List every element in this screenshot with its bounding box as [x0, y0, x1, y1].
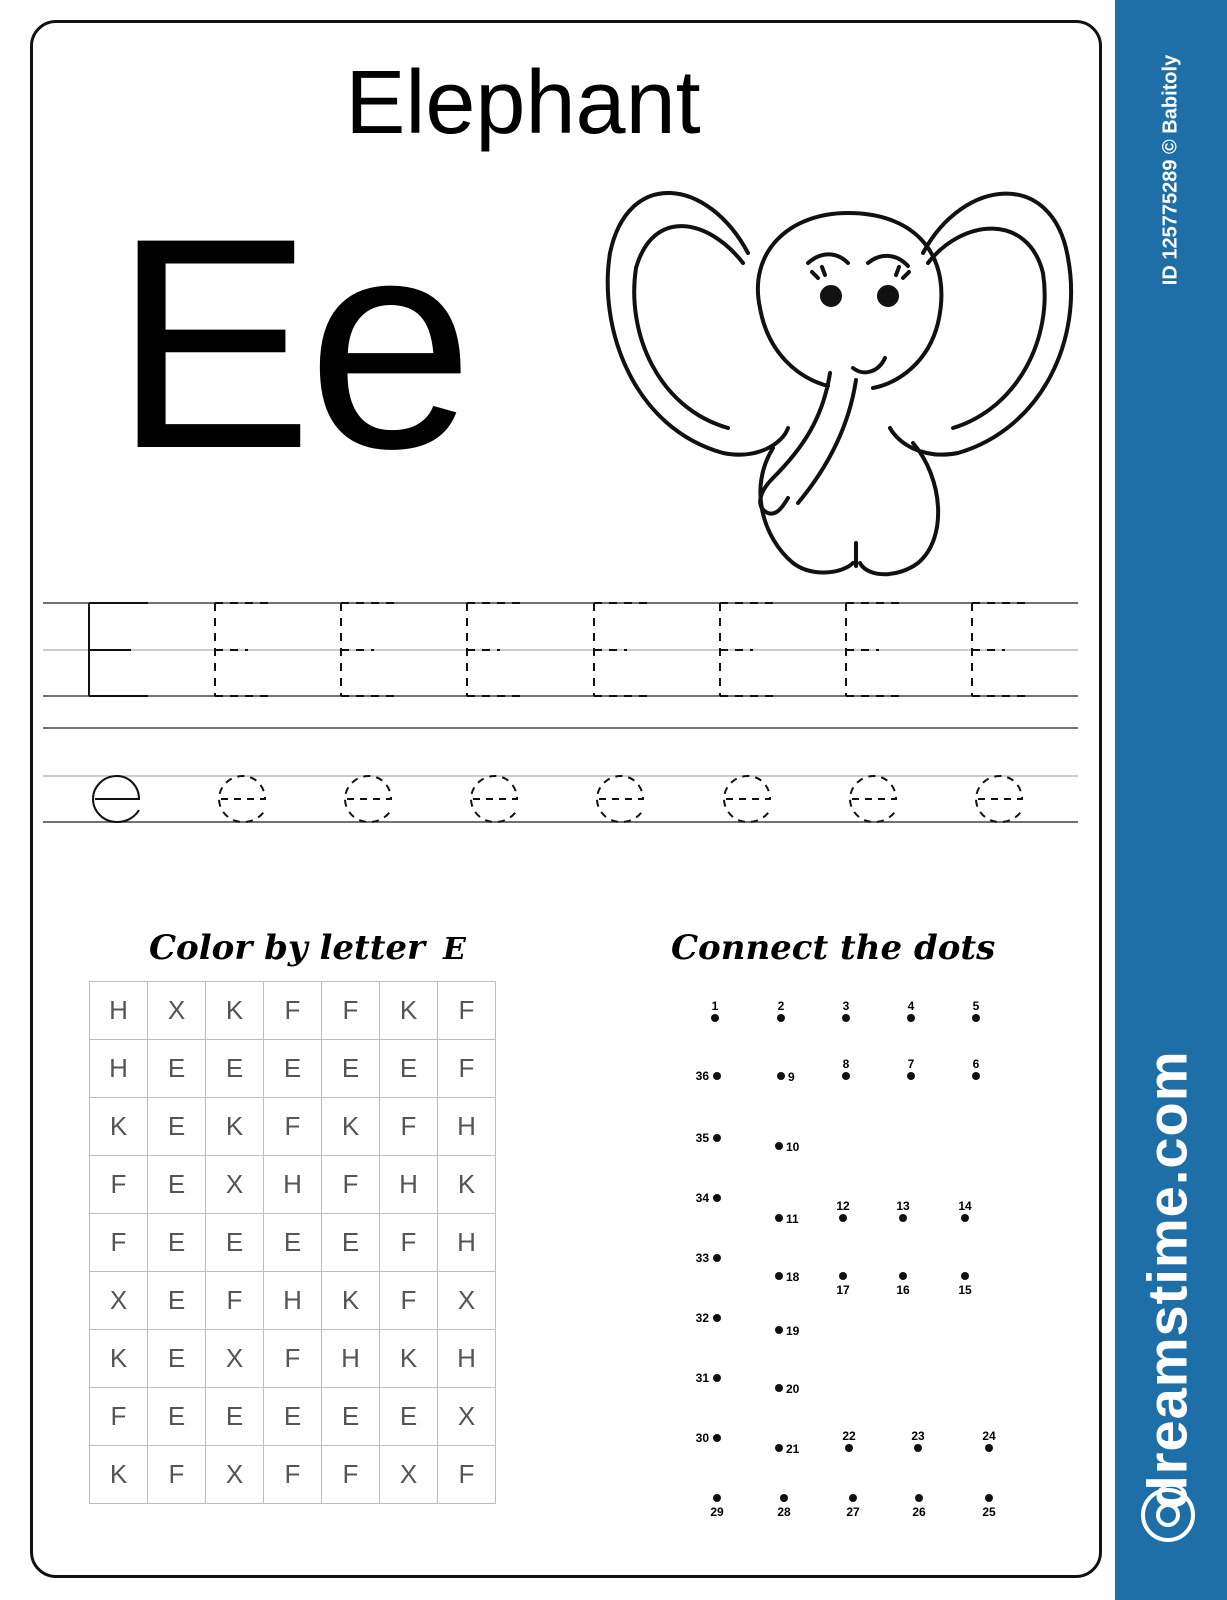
- dot-label: 22: [842, 1429, 856, 1443]
- dot-label: 11: [786, 1212, 799, 1226]
- grid-cell[interactable]: F: [206, 1272, 264, 1330]
- grid-cell[interactable]: F: [264, 1330, 322, 1388]
- grid-cell[interactable]: E: [380, 1388, 438, 1446]
- dot-point[interactable]: [713, 1072, 721, 1080]
- dot-point[interactable]: [915, 1494, 923, 1502]
- grid-cell[interactable]: K: [90, 1446, 148, 1504]
- dot-label: 3: [842, 999, 850, 1013]
- dot-point[interactable]: [775, 1326, 783, 1334]
- grid-cell[interactable]: F: [438, 982, 496, 1040]
- dot-label: 20: [786, 1382, 800, 1396]
- dot-point[interactable]: [777, 1014, 785, 1022]
- dot-point[interactable]: [713, 1254, 721, 1262]
- grid-cell[interactable]: E: [322, 1214, 380, 1272]
- grid-cell[interactable]: K: [380, 982, 438, 1040]
- grid-cell[interactable]: H: [438, 1098, 496, 1156]
- grid-row: [90, 1272, 496, 1330]
- trace-lowercase-example: [93, 776, 139, 822]
- dot-point[interactable]: [961, 1214, 969, 1222]
- right-eye: [879, 287, 897, 305]
- grid-cell[interactable]: E: [148, 1214, 206, 1272]
- grid-cell[interactable]: K: [90, 1330, 148, 1388]
- grid-cell[interactable]: K: [380, 1330, 438, 1388]
- grid-cell[interactable]: H: [438, 1330, 496, 1388]
- grid-cell[interactable]: K: [206, 1098, 264, 1156]
- dot-point[interactable]: [985, 1494, 993, 1502]
- grid-cell[interactable]: H: [380, 1156, 438, 1214]
- grid-cell[interactable]: X: [90, 1272, 148, 1330]
- grid-row: [90, 1446, 496, 1504]
- connect-the-dots-title: Connect the dots: [671, 928, 996, 968]
- dot-point[interactable]: [775, 1444, 783, 1452]
- dot-label: 1: [711, 999, 719, 1013]
- dot-point[interactable]: [961, 1272, 969, 1280]
- dot-label: 31: [695, 1371, 709, 1385]
- grid-cell[interactable]: F: [438, 1446, 496, 1504]
- grid-cell[interactable]: F: [322, 1446, 380, 1504]
- grid-cell[interactable]: H: [90, 1040, 148, 1098]
- grid-row: [90, 1156, 496, 1214]
- grid-cell[interactable]: E: [264, 1040, 322, 1098]
- dot-label: 7: [907, 1057, 915, 1071]
- dot-label: 26: [912, 1505, 926, 1519]
- dot-point[interactable]: [713, 1314, 721, 1322]
- dot-point[interactable]: [711, 1014, 719, 1022]
- dot-point[interactable]: [775, 1384, 783, 1392]
- grid-cell[interactable]: H: [90, 982, 148, 1040]
- dot-label: 12: [836, 1199, 850, 1213]
- grid-cell[interactable]: F: [322, 1156, 380, 1214]
- grid-cell[interactable]: F: [90, 1214, 148, 1272]
- dot-point[interactable]: [780, 1494, 788, 1502]
- dot-point[interactable]: [713, 1494, 721, 1502]
- dot-label: 27: [846, 1505, 860, 1519]
- dot-point[interactable]: [972, 1014, 980, 1022]
- grid-cell[interactable]: F: [148, 1446, 206, 1504]
- grid-cell[interactable]: F: [380, 1214, 438, 1272]
- grid-cell[interactable]: X: [438, 1388, 496, 1446]
- dot-label: 13: [896, 1199, 910, 1213]
- left-eye: [822, 287, 840, 305]
- dot-point[interactable]: [713, 1194, 721, 1202]
- dot-label: 10: [786, 1140, 800, 1154]
- grid-cell[interactable]: E: [148, 1330, 206, 1388]
- dot-point[interactable]: [777, 1072, 785, 1080]
- dot-label: 29: [710, 1505, 724, 1519]
- grid-cell[interactable]: X: [206, 1156, 264, 1214]
- dot-label: 32: [695, 1311, 709, 1325]
- grid-cell[interactable]: E: [148, 1040, 206, 1098]
- grid-cell[interactable]: E: [148, 1272, 206, 1330]
- dot-point[interactable]: [899, 1214, 907, 1222]
- worksheet-title: Elephant: [345, 53, 701, 153]
- worksheet-frame: [30, 20, 1102, 1578]
- body: [760, 448, 853, 572]
- dot-label: 17: [836, 1283, 850, 1297]
- grid-cell[interactable]: E: [264, 1388, 322, 1446]
- dot-label: 9: [788, 1070, 795, 1084]
- dot-label: 25: [982, 1505, 996, 1519]
- grid-cell[interactable]: E: [322, 1040, 380, 1098]
- dot-label: 30: [695, 1431, 709, 1445]
- trunk: [760, 373, 830, 514]
- grid-cell[interactable]: F: [90, 1388, 148, 1446]
- grid-cell[interactable]: F: [322, 982, 380, 1040]
- target-letter: E: [442, 932, 466, 967]
- dot-label: 33: [695, 1251, 709, 1265]
- dot-point[interactable]: [849, 1494, 857, 1502]
- grid-cell[interactable]: F: [438, 1040, 496, 1098]
- dot-point[interactable]: [713, 1434, 721, 1442]
- grid-cell[interactable]: E: [148, 1156, 206, 1214]
- grid-cell[interactable]: E: [206, 1214, 264, 1272]
- grid-cell[interactable]: H: [264, 1272, 322, 1330]
- grid-row: [90, 1388, 496, 1446]
- grid-cell[interactable]: K: [322, 1098, 380, 1156]
- color-by-letter-title: [149, 928, 466, 968]
- grid-cell[interactable]: X: [380, 1446, 438, 1504]
- dot-label: 23: [911, 1429, 925, 1443]
- grid-cell[interactable]: X: [148, 982, 206, 1040]
- trace-lowercase-dashed: [219, 776, 1022, 822]
- tracing-lines: [43, 598, 1083, 828]
- dot-point[interactable]: [842, 1014, 850, 1022]
- grid-row: [90, 1098, 496, 1156]
- dot-point[interactable]: [713, 1374, 721, 1382]
- dot-point[interactable]: [972, 1072, 980, 1080]
- grid-cell[interactable]: E: [380, 1040, 438, 1098]
- grid-cell[interactable]: E: [264, 1214, 322, 1272]
- dot-label: 8: [842, 1057, 850, 1071]
- grid-row: [90, 1330, 496, 1388]
- dot-point[interactable]: [845, 1444, 853, 1452]
- dot-point[interactable]: [907, 1072, 915, 1080]
- dot-label: 16: [896, 1283, 910, 1297]
- dot-point[interactable]: [985, 1444, 993, 1452]
- dot-point[interactable]: [775, 1214, 783, 1222]
- dot-label: 34: [695, 1191, 709, 1205]
- grid-cell[interactable]: F: [264, 982, 322, 1040]
- dot-point[interactable]: [914, 1444, 922, 1452]
- dot-label: 5: [972, 999, 980, 1013]
- stock-sidebar: [1115, 0, 1227, 1600]
- dot-label: 36: [695, 1069, 709, 1083]
- dot-label: 28: [777, 1505, 791, 1519]
- grid-cell[interactable]: F: [264, 1098, 322, 1156]
- dot-point[interactable]: [907, 1014, 915, 1022]
- grid-cell[interactable]: K: [322, 1272, 380, 1330]
- grid-row: [90, 1214, 496, 1272]
- grid-cell[interactable]: K: [438, 1156, 496, 1214]
- dot-point[interactable]: [899, 1272, 907, 1280]
- connect-the-dots-puzzle: [653, 978, 1073, 1538]
- grid-cell[interactable]: E: [148, 1388, 206, 1446]
- grid-row: [90, 982, 496, 1040]
- color-by-letter-label: Color by letter: [149, 928, 425, 968]
- dot-point[interactable]: [775, 1272, 783, 1280]
- grid-cell[interactable]: K: [206, 982, 264, 1040]
- grid-cell[interactable]: F: [264, 1446, 322, 1504]
- grid-cell[interactable]: X: [206, 1446, 264, 1504]
- brand-watermark: dreamstime.com: [1135, 1050, 1199, 1510]
- dot-label: 15: [958, 1283, 972, 1297]
- grid-cell[interactable]: H: [322, 1330, 380, 1388]
- grid-cell[interactable]: F: [380, 1272, 438, 1330]
- grid-cell[interactable]: E: [148, 1098, 206, 1156]
- dot-point[interactable]: [839, 1214, 847, 1222]
- grid-cell[interactable]: X: [438, 1272, 496, 1330]
- dot-label: 24: [982, 1429, 996, 1443]
- grid-cell[interactable]: E: [206, 1040, 264, 1098]
- grid-cell[interactable]: F: [90, 1156, 148, 1214]
- letter-grid: [89, 981, 496, 1504]
- grid-cell[interactable]: E: [206, 1388, 264, 1446]
- elephant-illustration: [598, 158, 1098, 588]
- dot-label: 2: [777, 999, 785, 1013]
- dot-point[interactable]: [713, 1134, 721, 1142]
- grid-cell[interactable]: E: [322, 1388, 380, 1446]
- dot-label: 19: [786, 1324, 800, 1338]
- grid-cell[interactable]: H: [264, 1156, 322, 1214]
- dot-label: 6: [972, 1057, 980, 1071]
- dot-label: 35: [695, 1131, 709, 1145]
- dot-point[interactable]: [842, 1072, 850, 1080]
- brand-logo-icon: [1141, 1488, 1195, 1542]
- grid-cell[interactable]: X: [206, 1330, 264, 1388]
- grid-row: [90, 1040, 496, 1098]
- dot-point[interactable]: [839, 1272, 847, 1280]
- image-id-label: ID 125775289 © Babitoly: [1159, 54, 1182, 286]
- dot-point[interactable]: [775, 1142, 783, 1150]
- grid-cell[interactable]: K: [90, 1098, 148, 1156]
- dot-label: 4: [907, 999, 915, 1013]
- grid-cell[interactable]: F: [380, 1098, 438, 1156]
- grid-cell[interactable]: H: [438, 1214, 496, 1272]
- big-letters: Ee: [113, 175, 468, 511]
- dot-label: 21: [786, 1442, 800, 1456]
- dot-label: 18: [786, 1270, 800, 1284]
- dot-label: 14: [958, 1199, 972, 1213]
